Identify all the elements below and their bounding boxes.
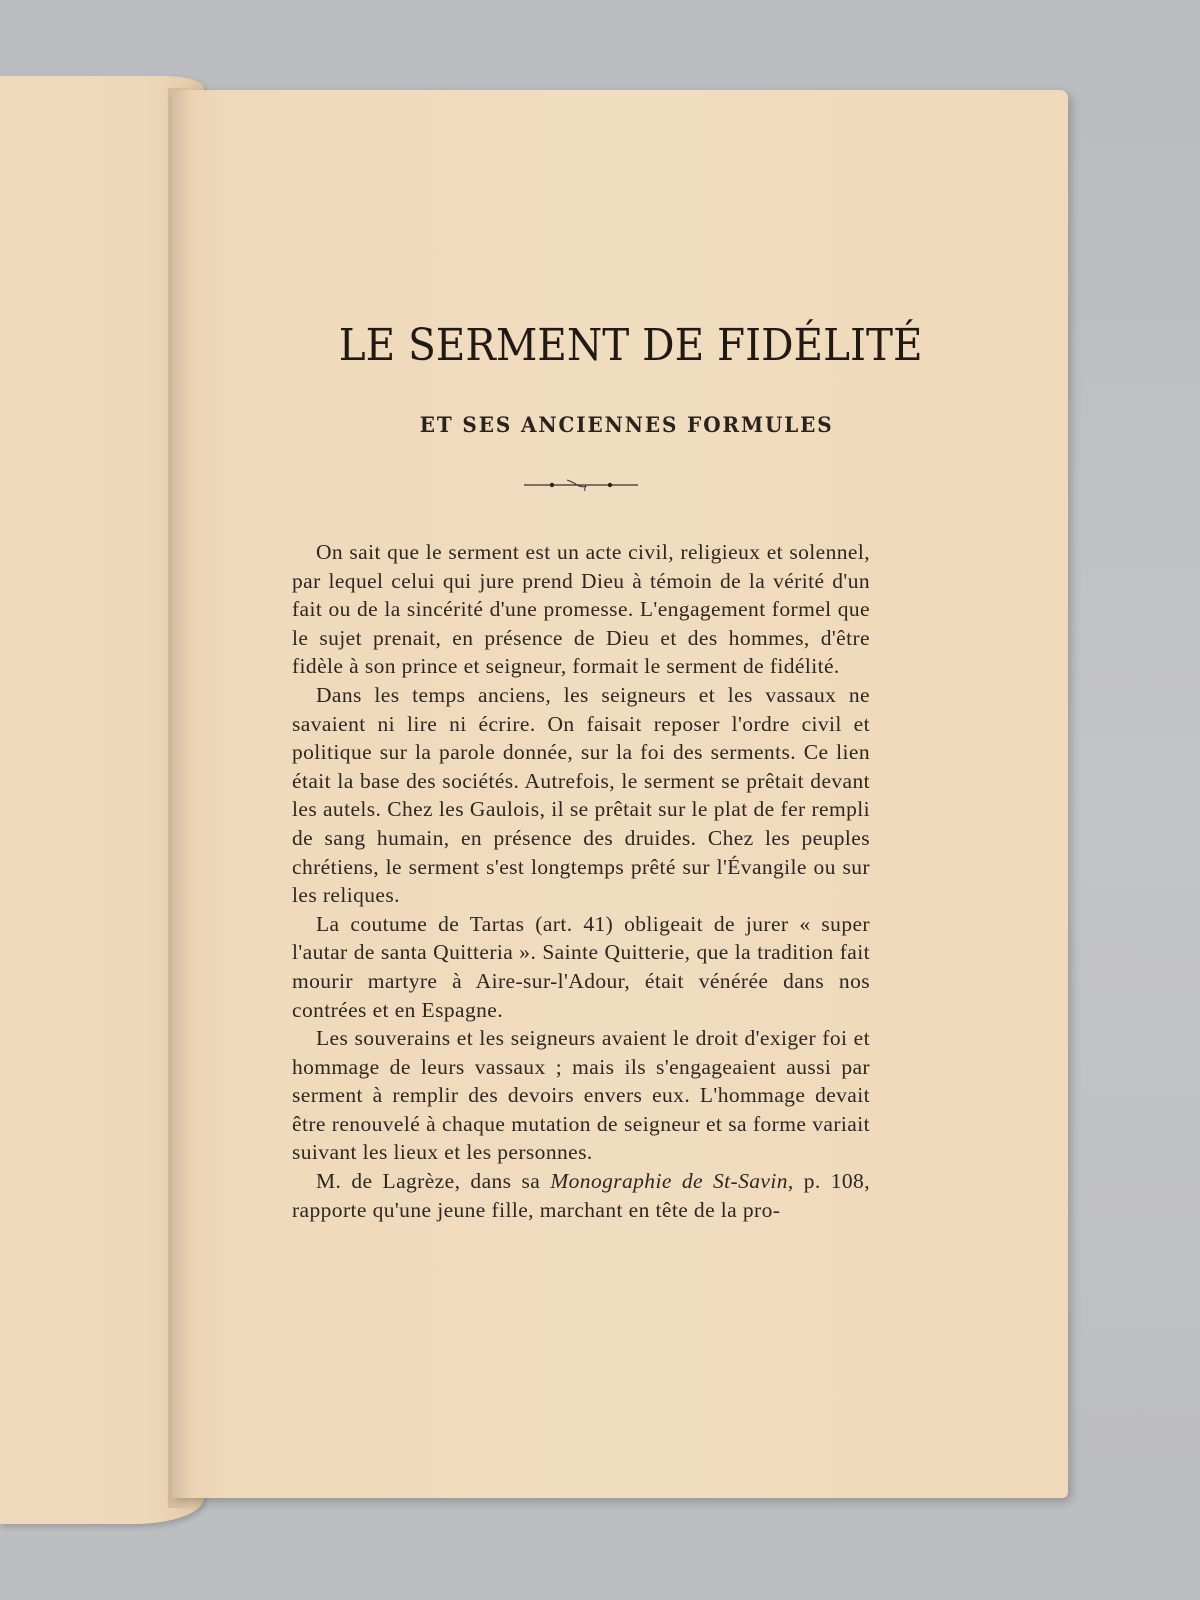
fleuron-rule-icon [524,478,638,492]
body-text [292,538,870,1224]
page-subtitle: ET SES ANCIENNES FORMULES [419,412,834,437]
paragraph-5 [292,1167,870,1224]
page-title: LE SERMENT DE FIDÉLITÉ [338,320,923,371]
book-title-italic: Monographie de St-Savin [550,1169,788,1194]
paragraph-4: Les souverains et les seigneurs avaient le droit d'exiger foi et hommage de leurs vassaux ; mais ils s'engageaient aussi par serment à remplir des devoirs envers eux. L'hommage devait être renouvelé à chaque mutation de seigneur et sa forme variait suivant les lieux et les personnes. [292,1026,870,1165]
paragraph-3: La coutume de Tartas (art. 41) obligeait de jurer « super l'autar de santa Quitteria ». Sainte Quitterie, que la tradition fait mourir martyre à Aire-sur-l'Adour, était vénérée dans nos contrées et en Espagne. [292,911,870,1022]
paragraph-5-after: , p. 108, rapporte qu'une jeune fille, marchant en tête de la pro- [292,1169,870,1222]
paragraph-5-before: M. de Lagrèze, dans sa [316,1169,551,1194]
paragraph-1: On sait que le serment est un acte civil, religieux et solennel, par lequel celui qui jure prend Dieu à témoin de la vérité d'un fait ou de la sincérité d'une promesse. L'engagement formel que le sujet prenait, en présence de Dieu et des hommes, d'être fidèle à son prince et seigneur, formait le serment de fidélité. [292,540,870,679]
paragraph-2: Dans les temps anciens, les seigneurs et les vassaux ne savaient ni lire ni écrire. On faisait reposer l'ordre civil et politique sur la parole donnée, sur la foi des serments. Ce lien était la base des sociétés. Autrefois, le serment se prêtait devant les autels. Chez les Gaulois, il se prêtait sur le plat de fer rempli de sang humain, en présence des druides. Chez les peuples chrétiens, le serment s'est longtemps prêté sur l'Évangile ou sur les reliques. [292,682,870,908]
